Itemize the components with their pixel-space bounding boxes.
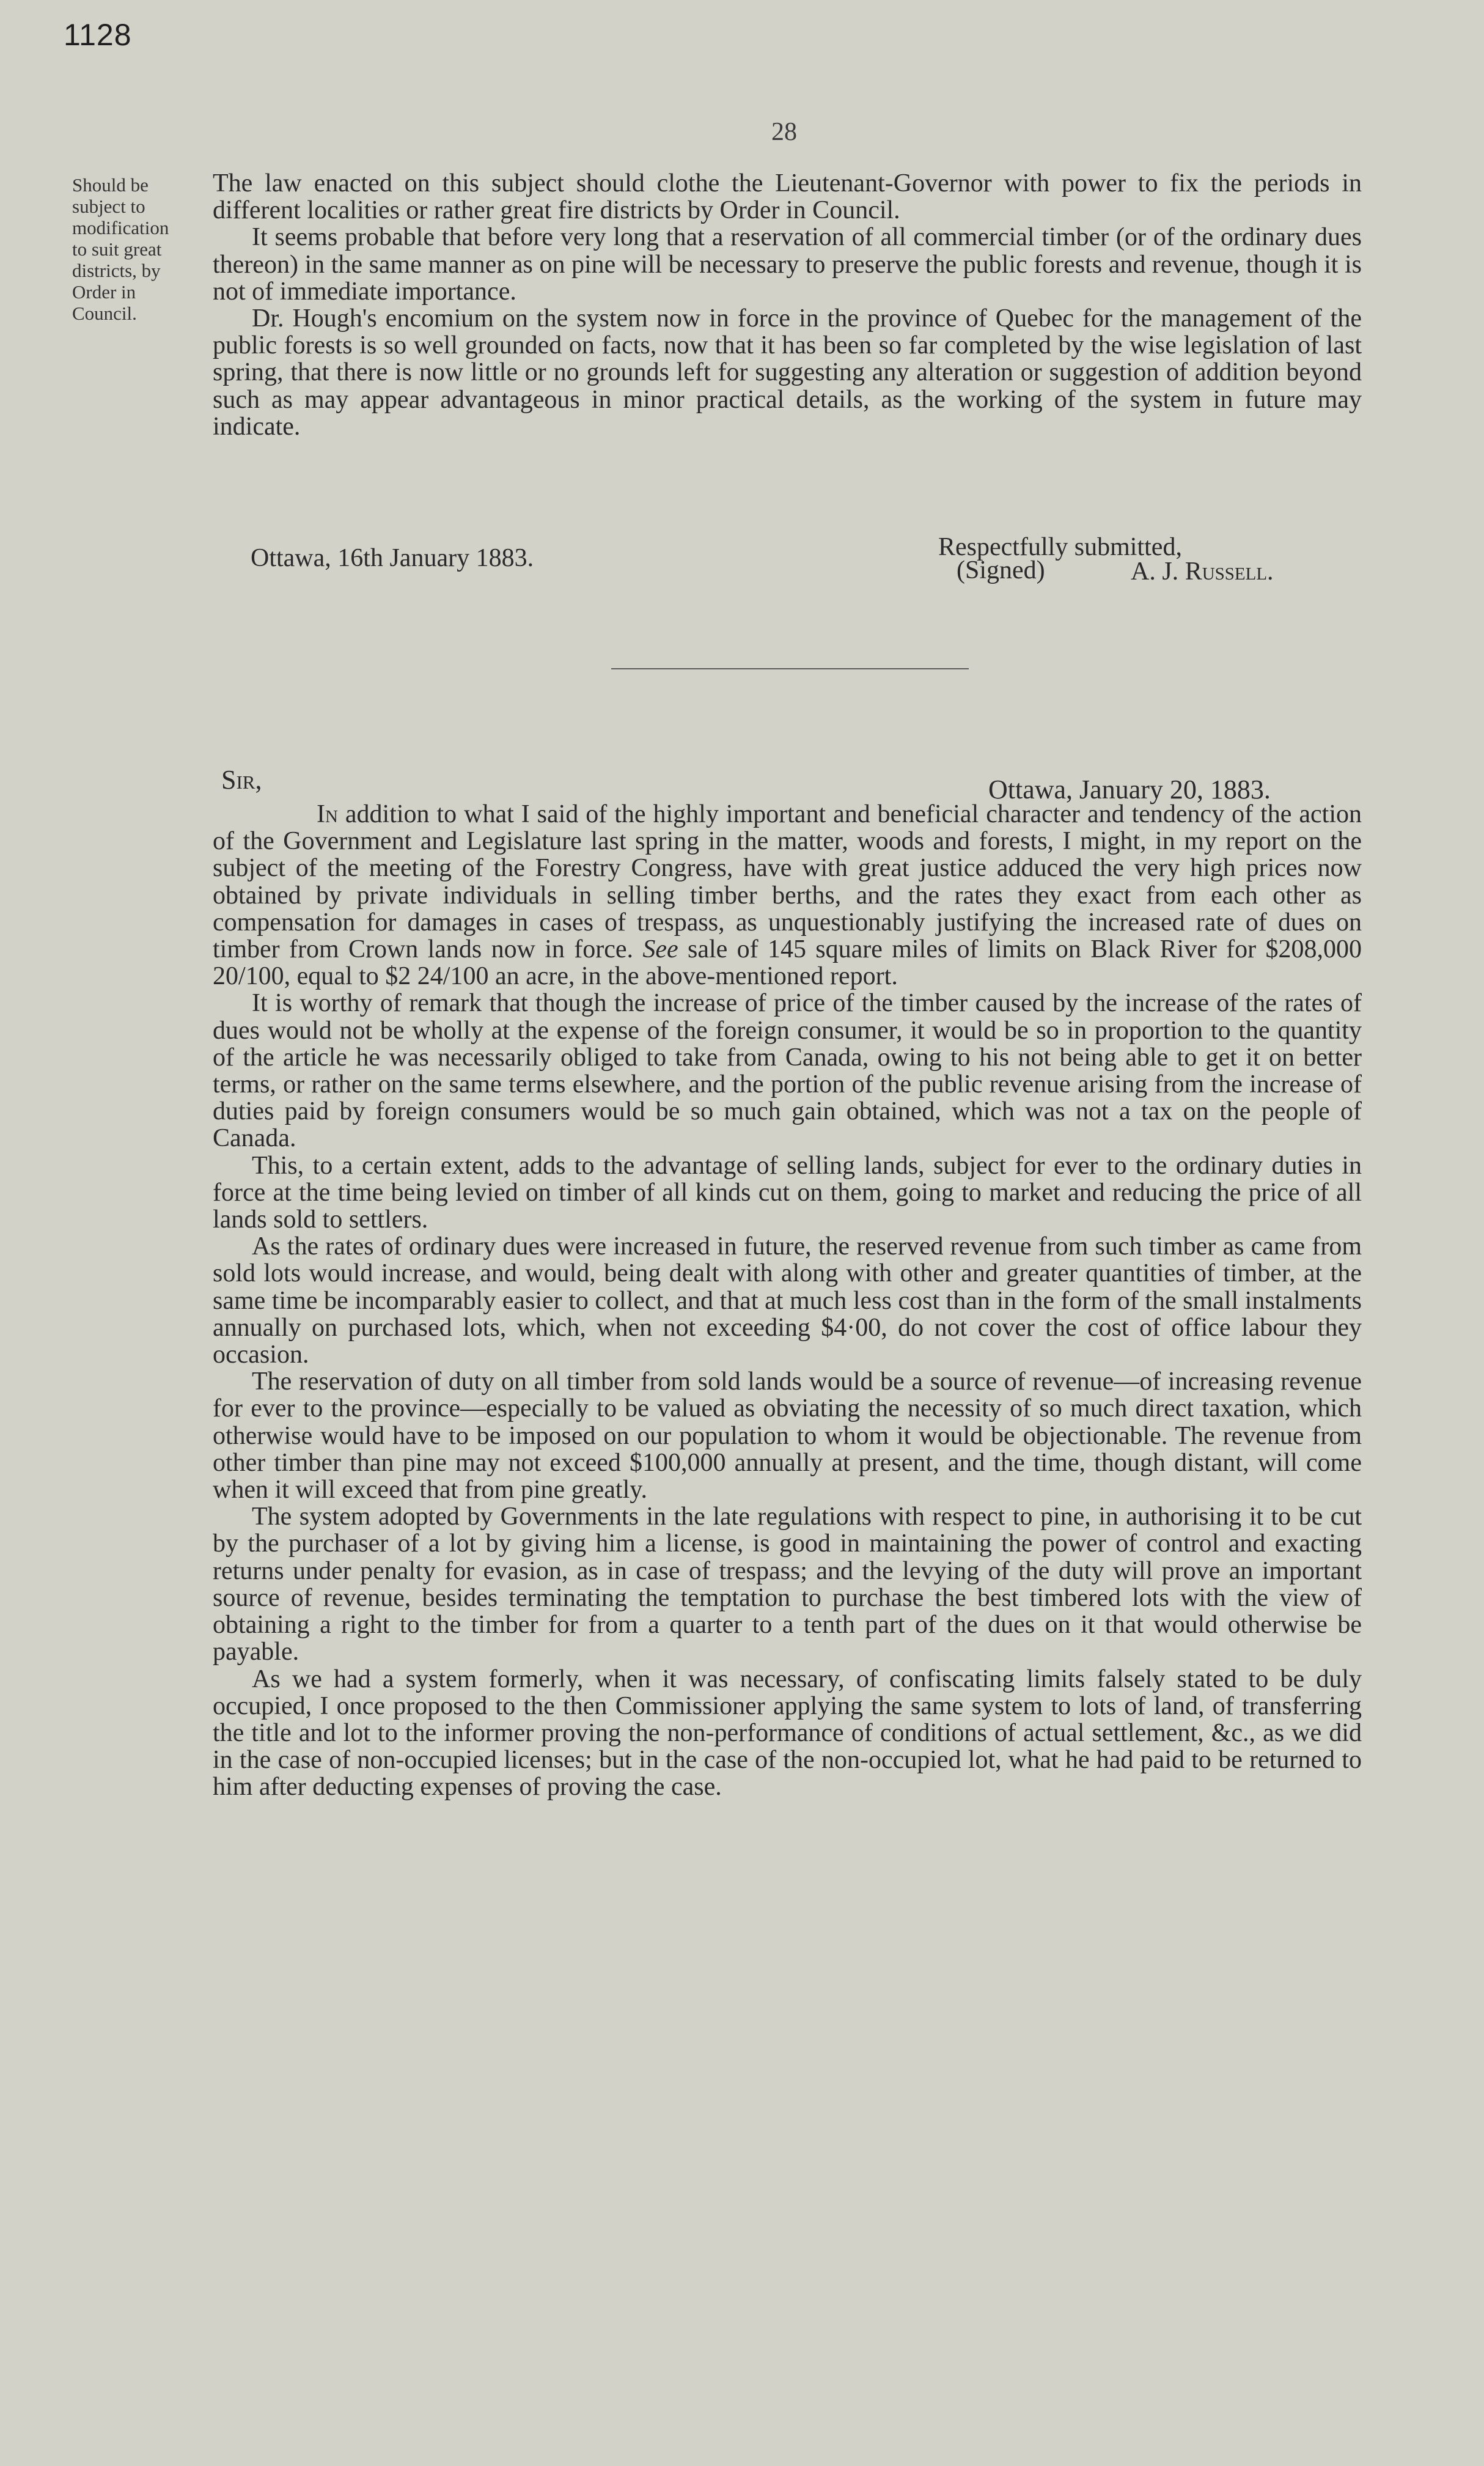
margin-note-line: Council. (72, 303, 137, 324)
signed-label: (Signed) (957, 556, 1045, 584)
archive-page-number: 1128 (64, 18, 132, 52)
report-body (213, 170, 1362, 440)
section-divider (611, 668, 969, 669)
margin-note (72, 174, 204, 324)
paragraph: It is worthy of remark that though the increase of price of the timber caused by the increase of the rates of dues would not be wholly at the expense of the foreign consumer, it would be so in proportion to the quantity of the article he was necessarily obliged to take from Canada, owing to his not being able to get it on better terms, or rather on the same terms elsewhere, and the portion of the public revenue arising from the increase of duties paid by foreign consumers would be so much gain obtained, which was not a tax on the people of Canada. (213, 989, 1362, 1153)
see-reference: See (642, 935, 678, 964)
paragraph-text: addition to what I said of the highly important and beneficial character and tendency of the action of the Government and Legislature last spring in the matter, woods and forests, I might, in my report on the subject of the meeting of the Forestry Congress, have with great justice adduced the very high prices now obtained by private individuals in selling timber berths, and the rates they exact from each other as compensation for damages in cases of trespass, as unquestionably justifying the increased rate of dues on timber from Crown lands now in force. (213, 800, 1362, 964)
paragraph-text: sale of 145 square miles of limits on Black River for $208,000 20/100, equal to $2 24/100 an acre, in the above-mentioned report. (213, 935, 1362, 991)
signature (1131, 558, 1274, 586)
letter-body (213, 801, 1362, 1801)
margin-note-line: Should be (72, 174, 149, 196)
paragraph: As the rates of ordinary dues were increased in future, the reserved revenue from such timber as came from sold lots would increase, and would, being dealt with along with other and greater quantities of timber, at the same time be incomparably easier to collect, and that at much less cost than in the form of the small instalments annually on purchased lots, which, when not exceeding $4·00, do not cover the cost of office labour they occasion. (213, 1232, 1362, 1369)
salutation: Sir, (221, 765, 262, 795)
paragraph: The reservation of duty on all timber from sold lands would be a source of revenue—of increasing revenue for ever to the province—especially to be valued as obviating the necessity of so much direct taxation, which otherwise would have to be imposed on our population to whom it would be objectionable. The revenue from other timber than pine may not exceed $100,000 annually at present, and the time, though distant, will come when it will exceed that from pine greatly. (213, 1367, 1362, 1504)
paragraph (213, 801, 1362, 990)
margin-note-line: Order in (72, 281, 136, 303)
letter-dateline: Ottawa, January 20, 1883. (988, 775, 1271, 804)
paragraph: Dr. Hough's encomium on the system now in force in the province of Quebec for the management of the public forests is so well grounded on facts, now that it has been so far completed by the wise legislation of last spring, that there is now little or no grounds left for suggesting any alteration or suggestion of addition beyond such as may appear advantageous in minor practical details, as the working of the system in future may indicate. (213, 304, 1362, 441)
page-number: 28 (771, 118, 797, 146)
paragraph: This, to a certain extent, adds to the advantage of selling lands, subject for ever to the ordinary duties in force at the time being levied on timber of all kinds cut on them, going to market and reducing the price of all lands sold to settlers. (213, 1151, 1362, 1234)
margin-note-line: subject to (72, 196, 145, 217)
paragraph: As we had a system formerly, when it was necessary, of confiscating limits falsely stated to be duly occupied, I once proposed to the then Commissioner applying the same system to lots of land, of transferring the title and lot to the informer proving the non-performance of conditions of actual settlement, &c., as we did in the case of non-occupied licenses; but in the case of the non-occupied lot, what he had paid to be returned to him after deducting expenses of proving the case. (213, 1665, 1362, 1802)
margin-note-line: modification (72, 217, 169, 238)
place-date: Ottawa, 16th January 1883. (251, 544, 534, 572)
paragraph: The law enacted on this subject should clothe the Lieutenant-Governor with power to fix the periods in different localities or rather great fire districts by Order in Council. (213, 169, 1362, 225)
margin-note-line: to suit great (72, 238, 162, 260)
signer-surname: Russell. (1185, 558, 1274, 586)
signer-initials: A. J. (1131, 558, 1179, 586)
paragraph: It seems probable that before very long that a reservation of all commercial timber (or of the ordinary dues thereon) in the same manner as on pine will be necessary to preserve the public forests and revenue, though it is not of immediate importance. (213, 223, 1362, 306)
closing: Respectfully submitted, (938, 533, 1182, 561)
paragraph: The system adopted by Governments in the late regulations with respect to pine, in authorising it to be cut by the purchaser of a lot by giving him a license, is good in maintaining the power of control and exacting returns under penalty for evasion, as in case of trespass; and the levying of the duty will prove an important source of revenue, besides terminating the temptation to purchase the best timbered lots with the view of obtaining a right to the timber for from a quarter to a tenth part of the dues on it that would otherwise be payable. (213, 1503, 1362, 1666)
first-words: In (317, 800, 338, 828)
margin-note-line: districts, by (72, 260, 161, 281)
